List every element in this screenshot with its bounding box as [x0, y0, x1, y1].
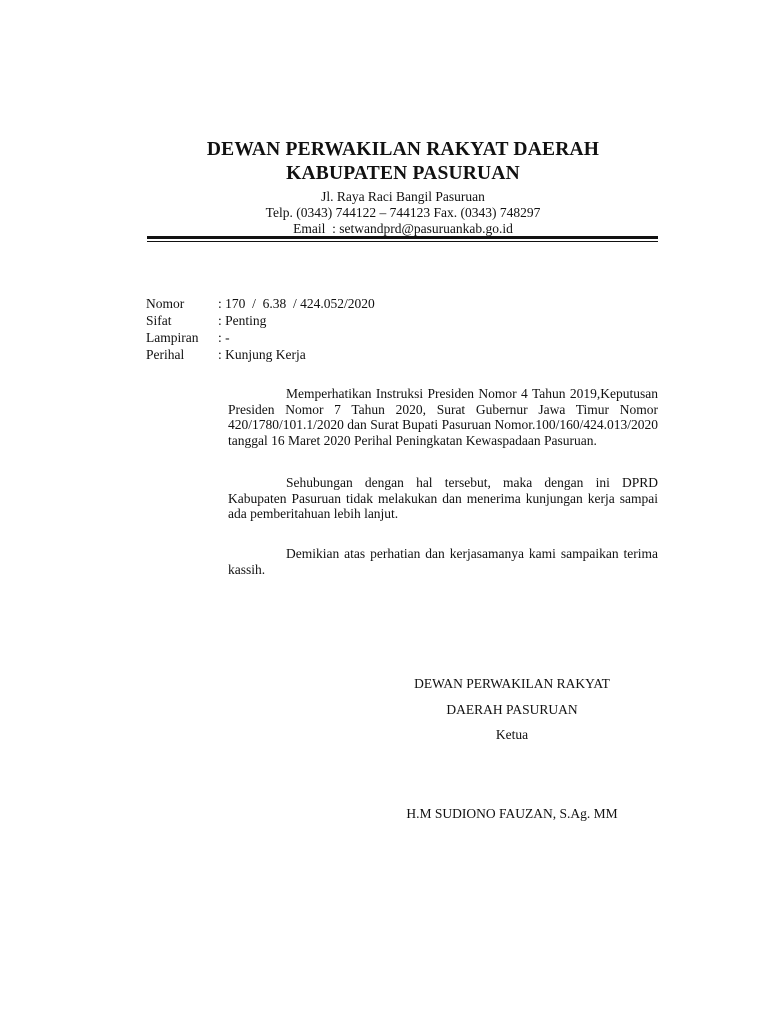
meta-value: : -	[218, 330, 230, 345]
org-title-line1: DEWAN PERWAKILAN RAKYAT DAERAH	[206, 139, 600, 160]
header-divider-thick	[147, 236, 658, 239]
meta-value: : 170 / 6.38 / 424.052/2020	[218, 296, 375, 311]
meta-row-nomor	[146, 295, 375, 312]
meta-row-sifat	[146, 312, 375, 329]
signature-role: Ketua	[495, 727, 529, 742]
meta-key: Perihal	[146, 347, 185, 362]
meta-key: Lampiran	[146, 330, 199, 345]
meta-row-lampiran	[146, 329, 375, 346]
paragraph-text: Sehubungan dengan hal tersebut, maka dengan ini DPRD Kabupaten Pasuruan tidak melakukan dan menerima kunjungan kerja sampai ada pemberitahuan lebih lanjut.	[228, 475, 658, 521]
signature-org-line2: DAERAH PASURUAN	[446, 702, 578, 717]
org-email: Email : setwandprd@pasuruankab.go.id	[293, 221, 513, 236]
paragraph-text: Memperhatikan Instruksi Presiden Nomor 4 Tahun 2019,Keputusan Presiden Nomor 7 Tahun 2020, Surat Gubernur Jawa Timur Nomor 420/1780/101.1/2020 dan Surat Bupati Pasuruan Nomor.100/160/424.013/2020 tanggal 16 Maret 2020 Perihal Peningkatan Kewaspadaan Pasuruan.	[228, 386, 658, 448]
org-phone: Telp. (0343) 744122 – 744123 Fax. (0343) 748297	[265, 205, 541, 220]
meta-row-perihal	[146, 346, 375, 363]
meta-value: : Penting	[218, 313, 267, 328]
header-divider-thin	[147, 241, 658, 242]
body-paragraph-1	[228, 386, 658, 448]
letter-meta	[146, 295, 375, 363]
meta-key: Nomor	[146, 296, 185, 311]
signatory-name: H.M SUDIONO FAUZAN, S.Ag. MM	[406, 806, 618, 821]
org-address: Jl. Raya Raci Bangil Pasuruan	[321, 189, 485, 204]
body-paragraph-2	[228, 475, 658, 522]
letterhead	[148, 138, 658, 237]
paragraph-text: Demikian atas perhatian dan kerjasamanya kami sampaikan terima kassih.	[228, 546, 658, 577]
org-title-line2: KABUPATEN PASURUAN	[286, 163, 520, 184]
body-paragraph-3	[228, 546, 658, 577]
meta-key: Sifat	[146, 313, 172, 328]
meta-value: : Kunjung Kerja	[218, 347, 306, 362]
signature-org-line1: DEWAN PERWAKILAN RAKYAT	[414, 676, 610, 691]
